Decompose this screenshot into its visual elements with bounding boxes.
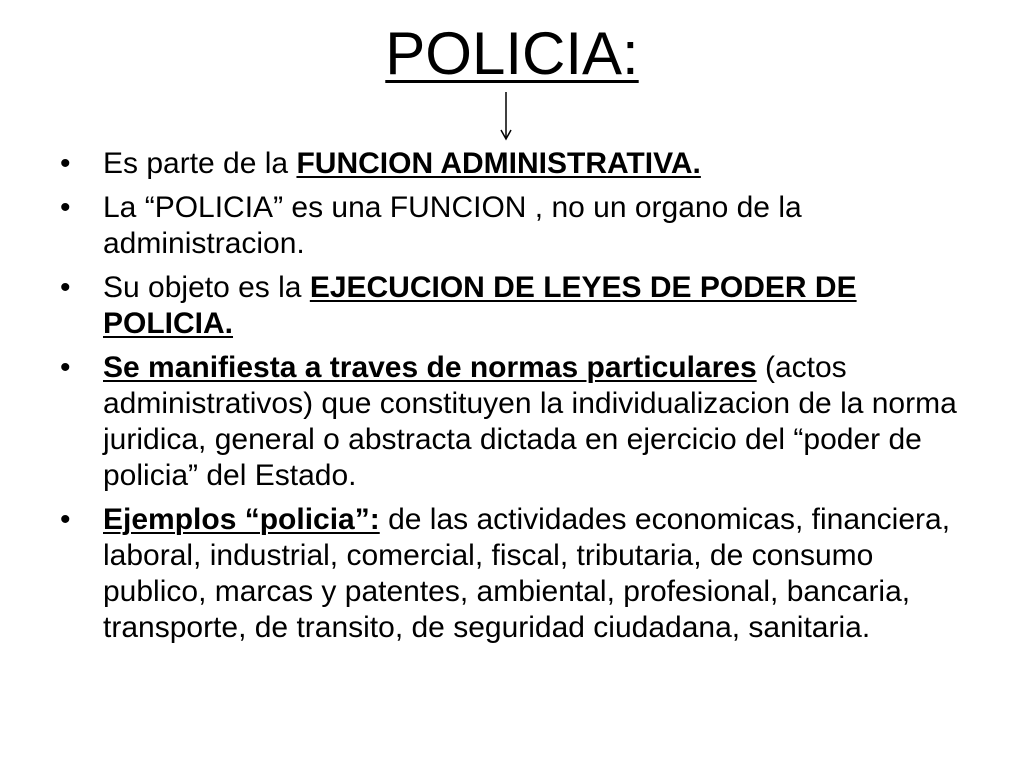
- bullet-emphasis: Ejemplos “policia”:: [103, 503, 380, 536]
- bullet-item: [60, 502, 980, 646]
- bullet-emphasis: EJECUCION DE LEYES DE PODER DE POLICIA.: [103, 271, 857, 340]
- bullet-emphasis: Se manifiesta a traves de normas particulares: [103, 351, 757, 384]
- bullet-dot: •: [60, 351, 71, 384]
- bullet-text-tail: de las actividades economicas, financiera, laboral, industrial, comercial, fiscal, tributaria, de consumo publico, marcas y patentes, ambiental, profesional, bancaria, transporte, de transito, de seguridad ciudadana, sanitaria.: [103, 503, 951, 644]
- bullet-dot: •: [60, 147, 71, 180]
- bullet-dot: •: [60, 191, 71, 224]
- bullet-list: [60, 146, 980, 654]
- bullet-item: [60, 190, 980, 262]
- bullet-dot: •: [60, 503, 71, 536]
- bullet-item: [60, 146, 980, 182]
- bullet-text-tail: (actos administrativos) que constituyen la individualizacion de la norma juridica, general o abstracta dictada en ejercicio del “poder de policia” del Estado.: [103, 351, 957, 492]
- bullet-emphasis: FUNCION ADMINISTRATIVA.: [296, 147, 701, 180]
- down-arrow-icon: [496, 92, 516, 142]
- bullet-text: La “POLICIA” es una FUNCION , no un organo de la administracion.: [103, 191, 802, 260]
- slide-title: [0, 18, 1024, 90]
- bullet-dot: •: [60, 271, 71, 304]
- slide-title-text: POLICIA:: [385, 20, 639, 87]
- bullet-text: Es parte de la: [103, 147, 297, 180]
- bullet-text: Su objeto es la: [103, 271, 310, 304]
- bullet-item: [60, 350, 980, 494]
- bullet-item: [60, 270, 980, 342]
